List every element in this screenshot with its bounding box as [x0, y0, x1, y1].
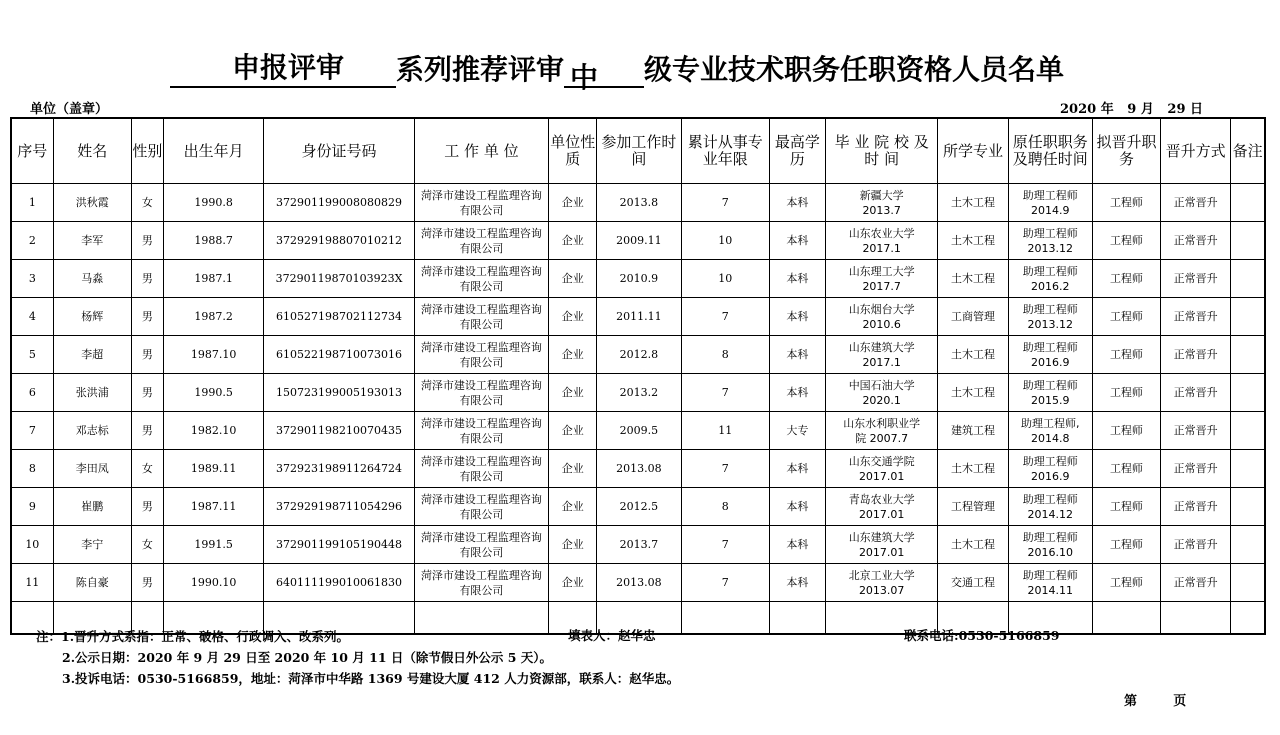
- personnel-table: [10, 117, 1266, 635]
- education-cell: 本科: [769, 222, 825, 260]
- grad-date: 2017.01: [858, 545, 905, 559]
- table-row: [11, 450, 1265, 488]
- years-in-field-cell: 8: [681, 336, 769, 374]
- birth-date-cell: 1982.10: [163, 412, 263, 450]
- major-cell: 土木工程: [938, 374, 1008, 412]
- birth-date-cell: 1991.5: [163, 526, 263, 564]
- header-cell: 单位性质: [549, 118, 597, 184]
- major-cell: 土木工程: [938, 184, 1008, 222]
- years-in-field-cell: 7: [681, 374, 769, 412]
- person-name-cell: 李田凤: [53, 450, 131, 488]
- previous-title-name: 助理工程师: [1022, 378, 1078, 392]
- target-title-cell: 工程师: [1092, 374, 1160, 412]
- education-cell: 本科: [769, 526, 825, 564]
- school-name: 山东水利职业学: [843, 416, 921, 430]
- unit-seal-label: 单位（盖章）: [30, 102, 109, 117]
- employer-type-cell: 企业: [549, 450, 597, 488]
- promotion-method-cell: 正常晋升: [1161, 488, 1231, 526]
- work-start-cell: 2009.11: [597, 222, 681, 260]
- title-blank-4: [604, 56, 644, 88]
- birth-date-cell: 1990.5: [163, 374, 263, 412]
- grad-date: 2017.1: [862, 355, 901, 369]
- person-name-cell: 李军: [53, 222, 131, 260]
- previous-title-name: 助理工程师: [1022, 340, 1078, 354]
- row-number-cell: 1: [11, 184, 53, 222]
- gender-cell: 男: [131, 488, 163, 526]
- header-cell: 姓名: [53, 118, 131, 184]
- target-title-cell: 工程师: [1092, 564, 1160, 602]
- footnote-3: 3.投诉电话：0530-5166859，地址：菏泽市中华路 1369 号建设大厦 412 人力资源部，联系人：赵华忠。: [62, 671, 680, 686]
- header-cell: 原任职职务及聘任时间: [1008, 118, 1092, 184]
- table-row: [11, 374, 1265, 412]
- gender-cell: 男: [131, 222, 163, 260]
- school-name: 山东交通学院: [848, 454, 915, 468]
- employer-cell: 菏泽市建设工程监理咨询有限公司: [414, 184, 548, 222]
- work-start-cell: 2012.8: [597, 336, 681, 374]
- row-number-cell: 3: [11, 260, 53, 298]
- remark-cell: [1231, 412, 1265, 450]
- id-number-cell: 372923198911264724: [264, 450, 414, 488]
- school-name: 山东农业大学: [848, 226, 915, 240]
- empty-cell: [1231, 602, 1265, 635]
- person-name-cell: 李超: [53, 336, 131, 374]
- target-title-cell: 工程师: [1092, 336, 1160, 374]
- work-start-cell: 2010.9: [597, 260, 681, 298]
- years-in-field-cell: 7: [681, 298, 769, 336]
- employer-type-cell: 企业: [549, 184, 597, 222]
- remark-cell: [1231, 298, 1265, 336]
- work-start-cell: 2013.08: [597, 450, 681, 488]
- previous-title-cell: [1008, 488, 1092, 526]
- previous-title-date: 2013.12: [1027, 317, 1073, 331]
- table-row: [11, 412, 1265, 450]
- title-series-text: 系列推荐评审: [396, 53, 565, 86]
- school-grad-cell: [826, 336, 938, 374]
- promotion-method-cell: 正常晋升: [1161, 374, 1231, 412]
- employer-cell: 菏泽市建设工程监理咨询有限公司: [414, 488, 548, 526]
- major-cell: 土木工程: [938, 222, 1008, 260]
- previous-title-name: 助理工程师: [1022, 226, 1078, 240]
- id-number-cell: 610522198710073016: [264, 336, 414, 374]
- promotion-method-cell: 正常晋升: [1161, 260, 1231, 298]
- remark-cell: [1231, 526, 1265, 564]
- school-name: 山东理工大学: [848, 264, 915, 278]
- years-in-field-cell: 7: [681, 526, 769, 564]
- previous-title-name: 助理工程师: [1022, 492, 1078, 506]
- table-row: [11, 298, 1265, 336]
- gender-cell: 男: [131, 374, 163, 412]
- header-cell: 工 作 单 位: [414, 118, 548, 184]
- header-cell: 最高学历: [769, 118, 825, 184]
- gender-cell: 男: [131, 298, 163, 336]
- school-name: 山东烟台大学: [848, 302, 915, 316]
- remark-cell: [1231, 374, 1265, 412]
- previous-title-cell: [1008, 450, 1092, 488]
- person-name-cell: 洪秋霞: [53, 184, 131, 222]
- target-title-cell: 工程师: [1092, 298, 1160, 336]
- birth-date-cell: 1987.11: [163, 488, 263, 526]
- previous-title-date: 2014.8: [1030, 431, 1070, 445]
- school-grad-cell: [826, 488, 938, 526]
- previous-title-name: 助理工程师: [1022, 454, 1078, 468]
- previous-title-date: 2016.9: [1030, 469, 1070, 483]
- birth-date-cell: 1990.8: [163, 184, 263, 222]
- target-title-cell: 工程师: [1092, 222, 1160, 260]
- birth-date-cell: 1989.11: [163, 450, 263, 488]
- previous-title-date: 2014.9: [1030, 203, 1070, 217]
- person-name-cell: 杨辉: [53, 298, 131, 336]
- school-name: 中国石油大学: [848, 378, 915, 392]
- major-cell: 土木工程: [938, 526, 1008, 564]
- work-start-cell: 2013.7: [597, 526, 681, 564]
- id-number-cell: 372929198807010212: [264, 222, 414, 260]
- years-in-field-cell: 7: [681, 564, 769, 602]
- header-cell: 备注: [1231, 118, 1265, 184]
- promotion-method-cell: 正常晋升: [1161, 526, 1231, 564]
- gender-cell: 男: [131, 336, 163, 374]
- employer-cell: 菏泽市建设工程监理咨询有限公司: [414, 526, 548, 564]
- school-grad-cell: [826, 450, 938, 488]
- employer-type-cell: 企业: [549, 298, 597, 336]
- education-cell: 本科: [769, 374, 825, 412]
- employer-cell: 菏泽市建设工程监理咨询有限公司: [414, 336, 548, 374]
- row-number-cell: 7: [11, 412, 53, 450]
- id-number-cell: 372929198711054296: [264, 488, 414, 526]
- row-number-cell: 2: [11, 222, 53, 260]
- work-start-cell: 2012.5: [597, 488, 681, 526]
- title-blank-2: [346, 56, 396, 88]
- years-in-field-cell: 10: [681, 260, 769, 298]
- empty-cell: [769, 602, 825, 635]
- education-cell: 本科: [769, 564, 825, 602]
- id-number-cell: 372901199008080829: [264, 184, 414, 222]
- empty-cell: [1092, 602, 1160, 635]
- previous-title-name: 助理工程师: [1022, 188, 1078, 202]
- education-cell: 本科: [769, 298, 825, 336]
- title-level-blank: [564, 56, 604, 94]
- employer-type-cell: 企业: [549, 526, 597, 564]
- previous-title-date: 2013.12: [1027, 241, 1073, 255]
- employer-cell: 菏泽市建设工程监理咨询有限公司: [414, 260, 548, 298]
- years-in-field-cell: 11: [681, 412, 769, 450]
- title-level: 中: [570, 61, 599, 94]
- major-cell: 交通工程: [938, 564, 1008, 602]
- person-name-cell: 李宁: [53, 526, 131, 564]
- remark-cell: [1231, 488, 1265, 526]
- school-grad-cell: [826, 564, 938, 602]
- title-tail-text: 级专业技术职务任职资格人员名单: [644, 53, 1065, 86]
- header-cell: 出生年月: [163, 118, 263, 184]
- document-title: [170, 46, 1150, 94]
- employer-type-cell: 企业: [549, 374, 597, 412]
- header-cell: 所学专业: [938, 118, 1008, 184]
- id-number-cell: 372901199105190448: [264, 526, 414, 564]
- footnote-1: 注：1.晋升方式系指：正常、破格、行政调入、改系列。: [36, 629, 350, 644]
- major-cell: 建筑工程: [938, 412, 1008, 450]
- school-grad-cell: [826, 374, 938, 412]
- promotion-method-cell: 正常晋升: [1161, 222, 1231, 260]
- employer-type-cell: 企业: [549, 564, 597, 602]
- page-number: 第 页: [1124, 694, 1187, 709]
- years-in-field-cell: 7: [681, 450, 769, 488]
- previous-title-date: 2015.9: [1030, 393, 1070, 407]
- table-row: [11, 564, 1265, 602]
- previous-title-cell: [1008, 298, 1092, 336]
- grad-date: 2013.07: [858, 583, 905, 597]
- table-header-row: [11, 118, 1265, 184]
- school-name: 山东建筑大学: [848, 530, 915, 544]
- education-cell: 本科: [769, 450, 825, 488]
- birth-date-cell: 1987.2: [163, 298, 263, 336]
- school-grad-cell: [826, 222, 938, 260]
- previous-title-name: 助理工程师,: [1020, 416, 1080, 430]
- previous-title-name: 助理工程师: [1022, 264, 1078, 278]
- grad-date: 2017.1: [862, 241, 901, 255]
- grad-date: 2013.7: [862, 203, 901, 217]
- previous-title-name: 助理工程师: [1022, 568, 1078, 582]
- employer-type-cell: 企业: [549, 336, 597, 374]
- previous-title-cell: [1008, 526, 1092, 564]
- years-in-field-cell: 8: [681, 488, 769, 526]
- employer-type-cell: 企业: [549, 412, 597, 450]
- birth-date-cell: 1988.7: [163, 222, 263, 260]
- header-cell: 性别: [131, 118, 163, 184]
- years-in-field-cell: 10: [681, 222, 769, 260]
- grad-date: 2010.6: [862, 317, 901, 331]
- contact-phone: 联系电话:0530-5166859: [904, 628, 1060, 643]
- gender-cell: 男: [131, 412, 163, 450]
- table-row: [11, 336, 1265, 374]
- previous-title-date: 2014.11: [1027, 583, 1073, 597]
- employer-type-cell: 企业: [549, 260, 597, 298]
- promotion-method-cell: 正常晋升: [1161, 298, 1231, 336]
- header-cell: 晋升方式: [1161, 118, 1231, 184]
- empty-cell: [681, 602, 769, 635]
- employer-cell: 菏泽市建设工程监理咨询有限公司: [414, 564, 548, 602]
- birth-date-cell: 1987.1: [163, 260, 263, 298]
- previous-title-cell: [1008, 260, 1092, 298]
- header-cell: 序号: [11, 118, 53, 184]
- major-cell: 工程管理: [938, 488, 1008, 526]
- school-name: 新疆大学: [859, 188, 904, 202]
- gender-cell: 女: [131, 450, 163, 488]
- school-grad-cell: [826, 298, 938, 336]
- previous-title-date: 2014.12: [1027, 507, 1073, 521]
- previous-title-cell: [1008, 336, 1092, 374]
- employer-cell: 菏泽市建设工程监理咨询有限公司: [414, 222, 548, 260]
- remark-cell: [1231, 184, 1265, 222]
- remark-cell: [1231, 450, 1265, 488]
- education-cell: 本科: [769, 260, 825, 298]
- grad-date: 2020.1: [862, 393, 901, 407]
- work-start-cell: 2013.8: [597, 184, 681, 222]
- education-cell: 本科: [769, 488, 825, 526]
- target-title-cell: 工程师: [1092, 412, 1160, 450]
- table-row: [11, 222, 1265, 260]
- previous-title-date: 2016.9: [1030, 355, 1070, 369]
- employer-cell: 菏泽市建设工程监理咨询有限公司: [414, 412, 548, 450]
- work-start-cell: 2013.08: [597, 564, 681, 602]
- row-number-cell: 8: [11, 450, 53, 488]
- promotion-method-cell: 正常晋升: [1161, 450, 1231, 488]
- header-cell: 拟晋升职务: [1092, 118, 1160, 184]
- header-cell: 参加工作时间: [597, 118, 681, 184]
- previous-title-name: 助理工程师: [1022, 530, 1078, 544]
- target-title-cell: 工程师: [1092, 260, 1160, 298]
- target-title-cell: 工程师: [1092, 184, 1160, 222]
- employer-cell: 菏泽市建设工程监理咨询有限公司: [414, 374, 548, 412]
- employer-cell: 菏泽市建设工程监理咨询有限公司: [414, 450, 548, 488]
- work-start-cell: 2011.11: [597, 298, 681, 336]
- document-date: 2020 年 9 月 29 日: [1060, 102, 1204, 117]
- previous-title-cell: [1008, 374, 1092, 412]
- promotion-method-cell: 正常晋升: [1161, 184, 1231, 222]
- empty-cell: [1161, 602, 1231, 635]
- previous-title-date: 2016.2: [1030, 279, 1070, 293]
- employer-type-cell: 企业: [549, 222, 597, 260]
- person-name-cell: 邓志标: [53, 412, 131, 450]
- previous-title-date: 2016.10: [1027, 545, 1073, 559]
- employer-type-cell: 企业: [549, 488, 597, 526]
- education-cell: 大专: [769, 412, 825, 450]
- education-cell: 本科: [769, 336, 825, 374]
- previous-title-cell: [1008, 564, 1092, 602]
- birth-date-cell: 1990.10: [163, 564, 263, 602]
- school-name: 青岛农业大学: [848, 492, 915, 506]
- school-name: 北京工业大学: [848, 568, 915, 582]
- promotion-method-cell: 正常晋升: [1161, 564, 1231, 602]
- grad-date: 院 2007.7: [855, 431, 909, 445]
- major-cell: 土木工程: [938, 260, 1008, 298]
- education-cell: 本科: [769, 184, 825, 222]
- id-number-cell: 610527198702112734: [264, 298, 414, 336]
- header-cell: 毕 业 院 校 及 时 间: [826, 118, 938, 184]
- person-name-cell: 陈自豪: [53, 564, 131, 602]
- previous-title-cell: [1008, 412, 1092, 450]
- row-number-cell: 11: [11, 564, 53, 602]
- previous-title-cell: [1008, 184, 1092, 222]
- previous-title-name: 助理工程师: [1022, 302, 1078, 316]
- person-name-cell: 崔鹏: [53, 488, 131, 526]
- promotion-method-cell: 正常晋升: [1161, 412, 1231, 450]
- row-number-cell: 6: [11, 374, 53, 412]
- target-title-cell: 工程师: [1092, 488, 1160, 526]
- row-number-cell: 10: [11, 526, 53, 564]
- school-grad-cell: [826, 184, 938, 222]
- row-number-cell: 9: [11, 488, 53, 526]
- work-start-cell: 2009.5: [597, 412, 681, 450]
- employer-cell: 菏泽市建设工程监理咨询有限公司: [414, 298, 548, 336]
- person-name-cell: 马淼: [53, 260, 131, 298]
- footnote-2: 2.公示日期：2020 年 9 月 29 日至 2020 年 10 月 11 日（除节假日外公示 5 天）。: [62, 650, 553, 665]
- major-cell: 土木工程: [938, 450, 1008, 488]
- remark-cell: [1231, 222, 1265, 260]
- id-number-cell: 150723199005193013: [264, 374, 414, 412]
- title-review-type: 申报评审: [230, 46, 346, 88]
- target-title-cell: 工程师: [1092, 450, 1160, 488]
- id-number-cell: 372901198210070435: [264, 412, 414, 450]
- title-blank-1: [170, 56, 230, 88]
- row-number-cell: 5: [11, 336, 53, 374]
- gender-cell: 女: [131, 526, 163, 564]
- header-cell: 累计从事专业年限: [681, 118, 769, 184]
- grad-date: 2017.7: [862, 279, 901, 293]
- grad-date: 2017.01: [858, 507, 905, 521]
- remark-cell: [1231, 336, 1265, 374]
- gender-cell: 男: [131, 260, 163, 298]
- school-name: 山东建筑大学: [848, 340, 915, 354]
- birth-date-cell: 1987.10: [163, 336, 263, 374]
- gender-cell: 男: [131, 564, 163, 602]
- id-number-cell: 640111199010061830: [264, 564, 414, 602]
- school-grad-cell: [826, 260, 938, 298]
- header-cell: 身份证号码: [264, 118, 414, 184]
- row-number-cell: 4: [11, 298, 53, 336]
- promotion-method-cell: 正常晋升: [1161, 336, 1231, 374]
- table-row: [11, 260, 1265, 298]
- gender-cell: 女: [131, 184, 163, 222]
- target-title-cell: 工程师: [1092, 526, 1160, 564]
- table-row: [11, 526, 1265, 564]
- form-filler: 填表人：赵华忠: [568, 628, 656, 643]
- school-grad-cell: [826, 412, 938, 450]
- work-start-cell: 2013.2: [597, 374, 681, 412]
- major-cell: 土木工程: [938, 336, 1008, 374]
- years-in-field-cell: 7: [681, 184, 769, 222]
- id-number-cell: 37290119870103923X: [264, 260, 414, 298]
- grad-date: 2017.01: [858, 469, 905, 483]
- school-grad-cell: [826, 526, 938, 564]
- remark-cell: [1231, 260, 1265, 298]
- person-name-cell: 张洪浦: [53, 374, 131, 412]
- previous-title-cell: [1008, 222, 1092, 260]
- table-row: [11, 488, 1265, 526]
- remark-cell: [1231, 564, 1265, 602]
- major-cell: 工商管理: [938, 298, 1008, 336]
- table-row: [11, 184, 1265, 222]
